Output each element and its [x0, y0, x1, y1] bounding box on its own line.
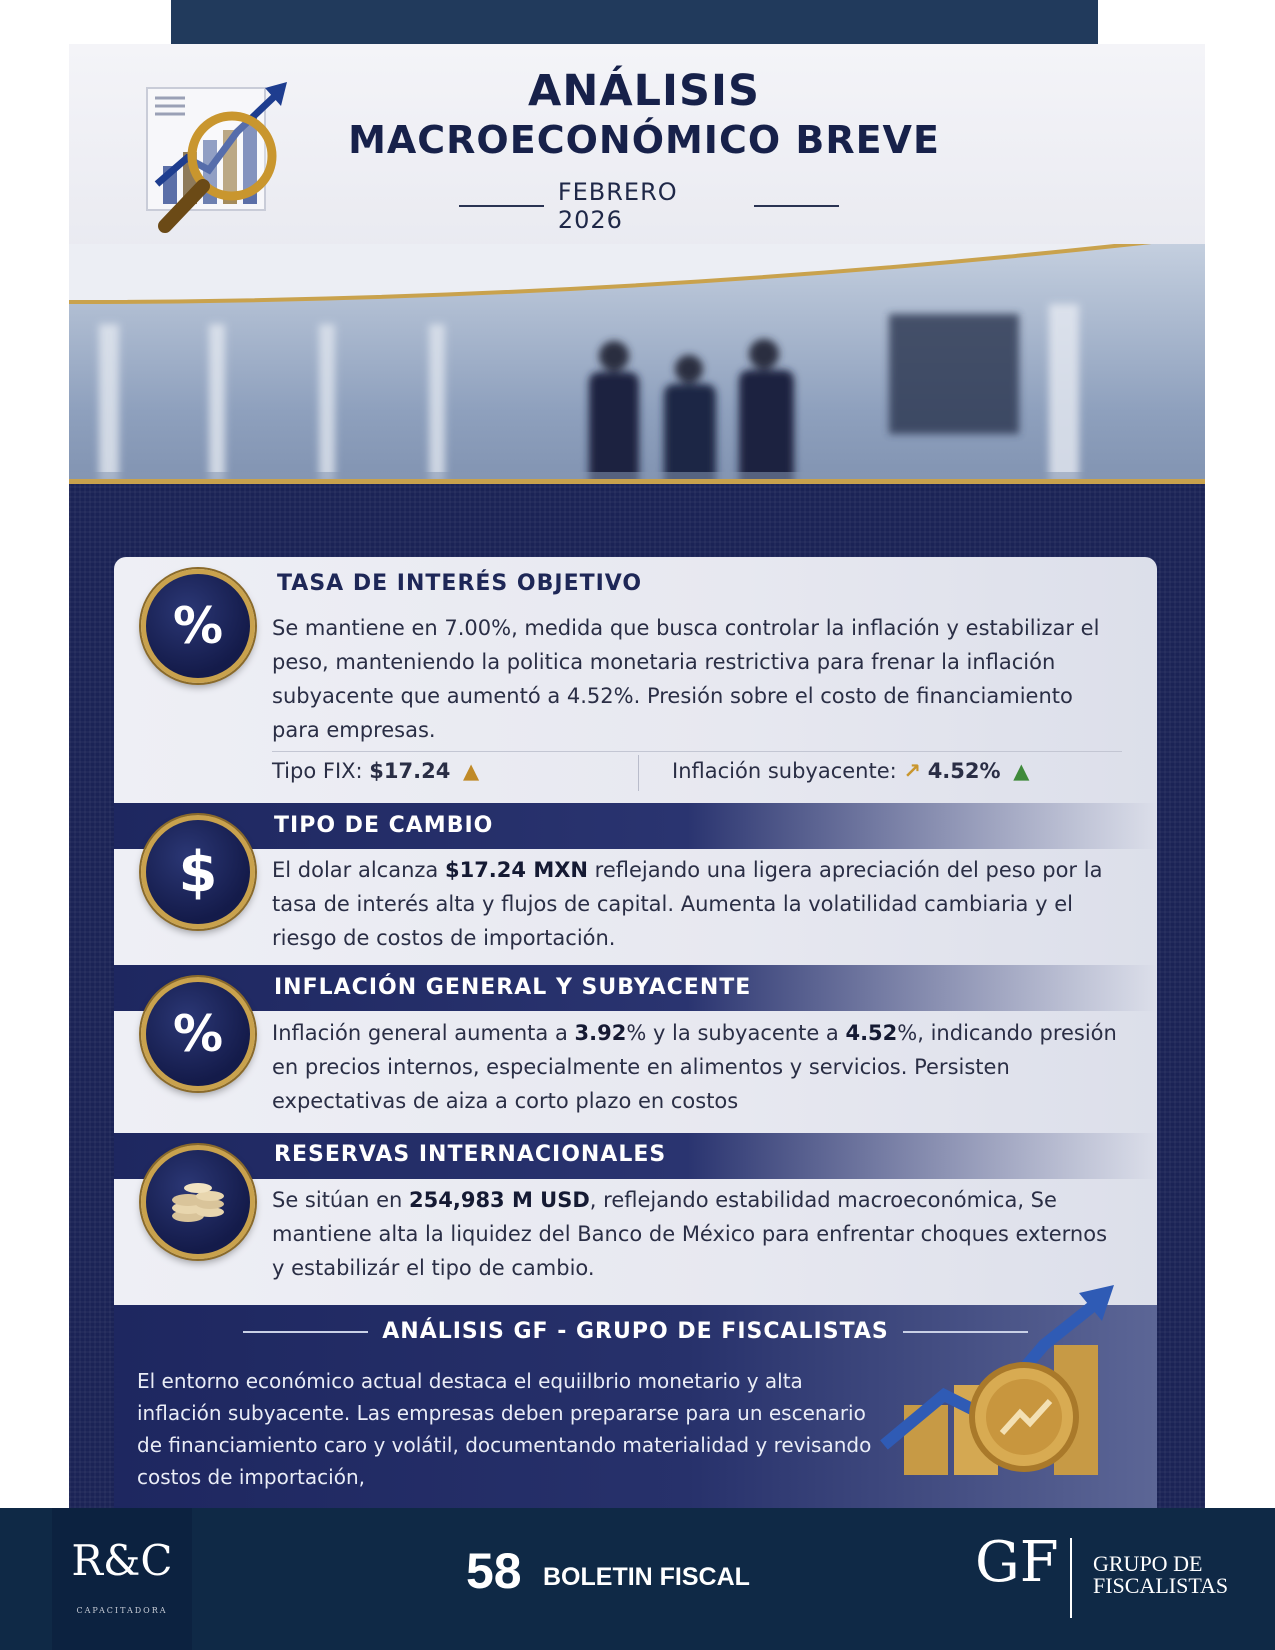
divider-line — [243, 1331, 368, 1333]
stat-fix-value: $17.24 — [369, 759, 451, 783]
growth-coins-icon — [874, 1285, 1124, 1485]
text-part: Inflación general aumenta a — [272, 1021, 575, 1045]
divider-line — [459, 205, 544, 207]
gf-name-line-2: FISCALISTAS — [1093, 1573, 1229, 1598]
text-part: %, indicando presión en precios internos, especialmente en alimentos y servicios. Persisten expectativas de aiza a corto plazo en costos — [272, 1021, 1117, 1113]
date-label: FEBRERO 2026 — [557, 178, 678, 234]
page-footer — [0, 1508, 1275, 1650]
section-title-interest-rate: TASA DE INTERÉS OBJETIVO — [277, 571, 643, 596]
section-text-reserves — [272, 1183, 1122, 1285]
analysis-box — [114, 1305, 1157, 1508]
logo-separator — [1070, 1538, 1072, 1618]
date-subtitle — [459, 178, 839, 234]
arrow-up-icon: ▲ — [463, 759, 480, 783]
coins-icon — [141, 1145, 255, 1259]
stat-core-inflation — [672, 759, 1029, 783]
text-bold: 3.92 — [574, 1021, 627, 1045]
stat-fix — [272, 759, 479, 783]
rc-logo-box — [52, 1508, 192, 1650]
stat-core-label: Inflación subyacente: — [672, 759, 897, 783]
text-part: El dolar alcanza — [272, 858, 445, 882]
title-line-2: MACROECONÓMICO BREVE — [348, 118, 940, 162]
text-bold: 4.52 — [845, 1021, 898, 1045]
arrow-up-icon: ▲ — [1013, 759, 1030, 783]
gf-logo — [975, 1530, 1059, 1620]
title-line-1: ANÁLISIS — [528, 66, 760, 116]
content-area — [69, 479, 1205, 1508]
chart-magnifier-icon — [137, 74, 297, 244]
stat-divider — [638, 755, 639, 791]
percent-icon: % — [141, 569, 255, 683]
section-title-inflation: INFLACIÓN GENERAL Y SUBYACENTE — [274, 975, 752, 1000]
section-text-inflation — [272, 1016, 1122, 1118]
section-title-reserves: RESERVAS INTERNACIONALES — [274, 1142, 667, 1167]
text-part: % y la subyacente a — [626, 1021, 846, 1045]
text-part: , reflejando estabilidad macroeconómica, Se mantiene alta la liquidez del Banco de México para enfrentar choques externos y estabilizár el tipo de cambio. — [272, 1188, 1108, 1280]
divider-line — [754, 205, 839, 207]
page-number: 58 — [466, 1543, 522, 1599]
text-bold: 254,983 M USD — [409, 1188, 590, 1212]
rc-logo: R&C — [71, 1536, 173, 1585]
section-band — [114, 803, 1157, 849]
gf-name — [1093, 1553, 1228, 1597]
gf-logo-text: GF — [975, 1530, 1059, 1595]
section-title-exchange-rate: TIPO DE CAMBIO — [274, 813, 494, 838]
section-text-interest-rate: Se mantiene en 7.00%, medida que busca controlar la inflación y estabilizar el peso, manteniendo la politica monetaria restrictiva para frenar la inflación subyacente que aumentó a 4.52%. Presión sobre el costo de financiamiento para empresas. — [272, 616, 1100, 742]
analysis-title: ANÁLISIS GF - GRUPO DE FISCALISTAS — [382, 1319, 889, 1344]
trend-icon: ↗ — [903, 759, 921, 783]
sections-panel — [114, 557, 1157, 1508]
infographic — [69, 44, 1205, 1508]
coins-glyph — [168, 1174, 228, 1230]
dollar-icon: $ — [141, 815, 255, 929]
text-bold: $17.24 MXN — [444, 858, 588, 882]
divider — [272, 751, 1122, 752]
rc-logo-subtitle: CAPACITADORA — [76, 1606, 168, 1615]
section-text-exchange-rate — [272, 853, 1122, 955]
gf-name-line-1: GRUPO DE — [1093, 1551, 1203, 1576]
gold-divider — [69, 479, 1205, 484]
stat-core-value: 4.52% — [927, 759, 1001, 783]
analysis-text: El entorno económico actual destaca el equiilbrio monetario y alta inflación subyacente. Las empresas deben prepararse para un escenario de financiamiento caro y volátil, documentando materialidad y revisando costos de importación, — [137, 1369, 872, 1489]
infographic-header — [69, 44, 1205, 276]
text-part: reflejando una ligera apreciación del peso por la tasa de interés alta y flujos de capital. Aumenta la volatilidad cambiaria y el riesgo de costos de importación. — [272, 858, 1103, 950]
percent-icon: % — [141, 977, 255, 1091]
page-label: BOLETIN FISCAL — [543, 1563, 750, 1591]
stat-fix-label: Tipo FIX: — [272, 759, 363, 783]
text-part: Se sitúan en — [272, 1188, 410, 1212]
top-bar — [171, 0, 1098, 44]
stats-row — [272, 755, 1122, 791]
